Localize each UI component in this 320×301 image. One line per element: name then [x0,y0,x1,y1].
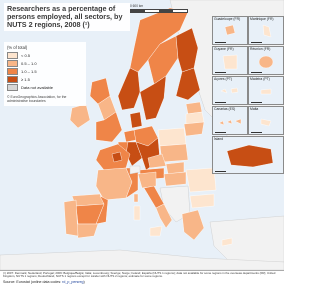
inset-scale [215,102,226,103]
inset-guadeloupe [212,16,248,45]
inset-scale [251,72,262,73]
data-code-link[interactable]: rd_p_persreg [62,279,84,284]
inset-shape [213,77,247,104]
source-line [0,279,284,284]
legend-item [7,76,83,83]
region-sicily [150,226,162,236]
inset-scale [215,72,226,73]
source-end: ) [83,279,85,284]
map-title: Researchers as a percentage of persons employed, all sectors, by NUTS 2 regions, 2008 (¹) [7,4,123,29]
legend-label: ≥ 1.5 [21,76,30,82]
inset-shape [249,77,283,104]
inset-label: Guadeloupe (FR) [214,17,241,21]
region-france-ile [112,152,122,162]
region-bulgaria [190,194,214,208]
inset-shape [213,17,247,44]
scale-label: 0 600 km [130,4,144,8]
title-panel [4,3,130,31]
scale-bar [130,9,188,13]
legend-item [7,60,83,67]
region-france-south [96,168,132,200]
inset-scale [251,42,262,43]
legend [4,42,86,106]
inset-scale [215,42,226,43]
inset-shape [213,47,247,74]
inset-scale [215,171,226,172]
inset-label: Ísland [214,137,224,141]
inset-scale [251,102,262,103]
inset-canarias [212,106,248,135]
inset-reunion [248,46,284,75]
inset-label: Canarias (ES) [214,107,236,111]
inset-acores [212,76,248,105]
inset-shape [249,47,283,74]
legend-copyright-note: © EuroGeographics Association, for the administrative boundaries [7,94,67,103]
inset-label: Guyane (FR) [214,47,234,51]
inset-shape [249,17,283,44]
region-sardinia [134,206,140,220]
inset-malta [248,106,284,135]
scale-bar-group [130,4,210,13]
legend-swatch [7,60,18,67]
legend-swatch [7,52,18,59]
region-poland-south [160,144,188,162]
legend-item [7,68,83,75]
inset-martinique [248,16,284,45]
inset-madeira [248,76,284,105]
region-hungary [164,172,186,186]
footer-notes [0,270,284,301]
inset-label: Réunion (FR) [250,47,271,51]
inset-scale [251,132,262,133]
inset-scale [215,132,226,133]
inset-label: Açores (PT) [214,77,233,81]
region-portugal [64,200,78,236]
source-label: Source: Eurostat (online data codes: [3,279,63,284]
inset-guyane [212,46,248,75]
legend-unit: (% of total) [7,45,28,50]
legend-label: Data not available [21,84,54,90]
region-poland-north [158,128,186,146]
legend-item [7,84,83,91]
legend-swatch [7,68,18,75]
footnote-text: (¹) 2007: Denmark; Nederland; Portugal; 2006: Belgique/België; Italia; Luxembourg; Sverige; Norge; Ireland; España (NUTS 1 regions); data not available for some regions in the overseas departments (FR); United Kingdom, NUTS 1 regions; Deutschland, NUTS 1 regions except for Länder with NUTS 2 regions; estimate for some regions. [3,271,276,279]
region-corsica [134,194,138,202]
inset-label: Martinique (FR) [250,17,274,21]
inset-island [212,136,284,174]
legend-label: 0.5 – 1.0 [21,60,37,66]
legend-item [7,52,83,59]
legend-swatch [7,76,18,83]
region-slovakia [166,162,184,174]
legend-swatch [7,84,18,91]
legend-label: 1.0 – 1.5 [21,68,37,74]
inset-shape [249,107,283,134]
inset-label: Malta [250,107,259,111]
region-lithuania [184,122,204,136]
inset-label: Madeira (PT) [250,77,270,81]
inset-shape [213,137,283,173]
inset-shape [213,107,247,134]
region-denmark [130,112,142,128]
legend-label: < 0.5 [21,52,31,58]
